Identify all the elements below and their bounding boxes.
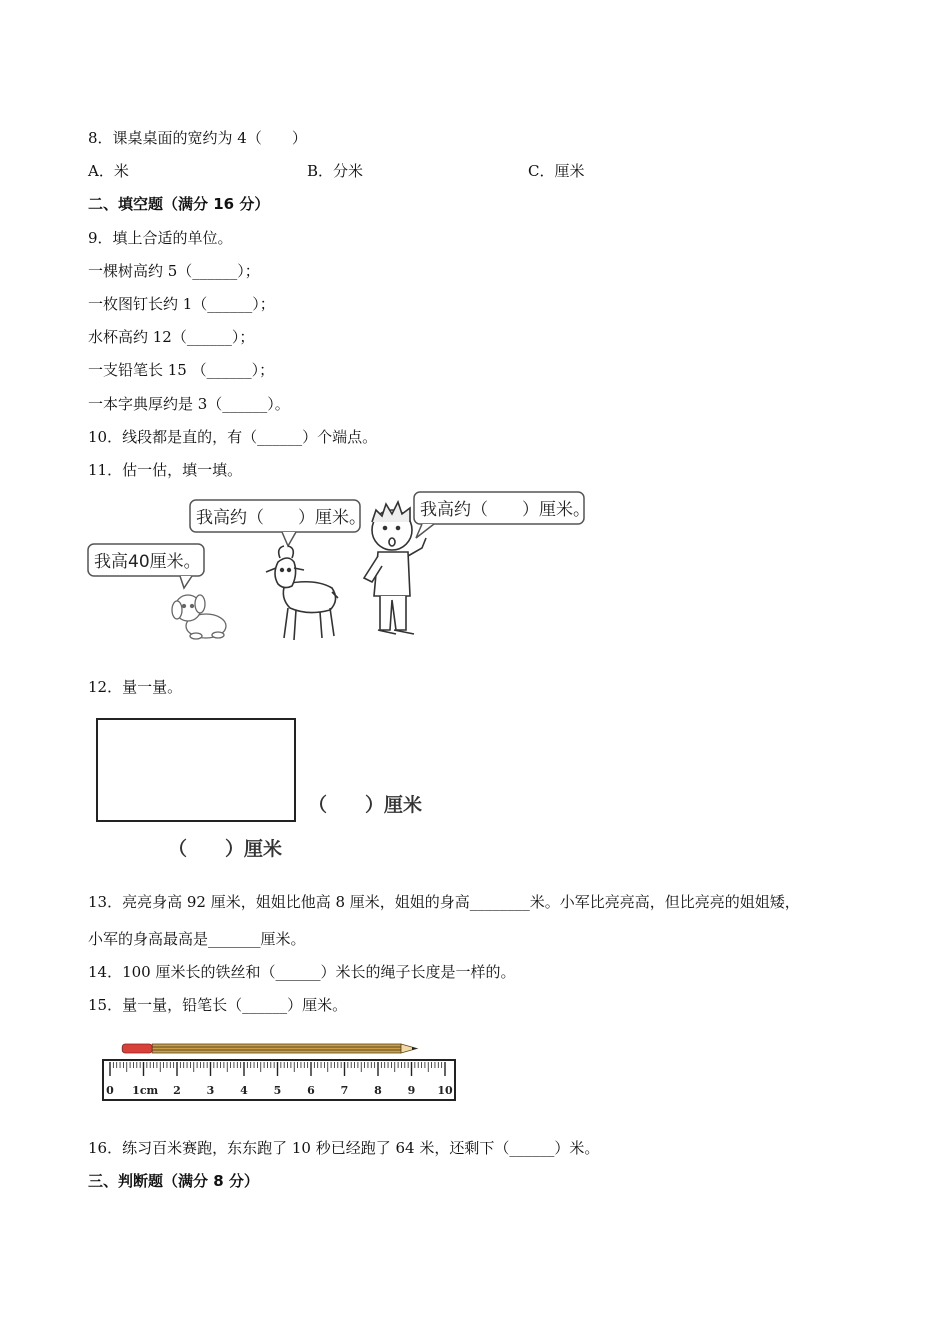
pencil-icon: [122, 1044, 417, 1053]
boy-speech-bubble: [414, 492, 590, 538]
ruler-label: 8: [374, 1084, 382, 1097]
q12-stem: 12．量一量。: [88, 678, 183, 696]
q9-item-pencil: 一支铅笔长 15 （______）；: [88, 361, 275, 379]
q14-stem: 14．100 厘米长的铁丝和（______）米长的绳子长度是一样的。: [88, 963, 516, 981]
q13-line1: 13．亮亮身高 92 厘米，姐姐比他高 8 厘米，姐姐的身高________米。小军比亮亮高，但比亮亮的姐姐矮，: [88, 893, 800, 911]
section2-title: 二、填空题（满分 16 分）: [88, 195, 270, 213]
ruler-label: 5: [273, 1084, 282, 1097]
ruler-label: 10: [437, 1084, 453, 1097]
ruler-label: 2: [173, 1084, 181, 1097]
q12-rectangle: [96, 718, 296, 822]
ruler-label: 4: [240, 1084, 248, 1097]
q15-stem: 15．量一量，铅笔长（______）厘米。: [88, 996, 348, 1014]
dog-bubble-text: 我高40厘米。: [94, 552, 201, 572]
q12-width-label: （ ）厘米: [168, 838, 283, 860]
section3-title: 三、判断题（满分 8 分）: [88, 1172, 259, 1190]
goat-icon: [266, 546, 338, 640]
q11-illustration: [80, 488, 600, 648]
q11-stem: 11．估一估，填一填。: [88, 461, 243, 479]
ruler-label: 9: [407, 1084, 416, 1097]
q13-line2: 小军的身高最高是_______厘米。: [88, 930, 306, 948]
ruler-label: 6: [307, 1084, 315, 1097]
q12-height-label: （ ）厘米: [308, 794, 423, 816]
q8-option-b: B．分米: [307, 162, 364, 180]
q9-item-cup: 水杯高约 12（______）；: [88, 328, 255, 346]
q10-stem: 10．线段都是直的，有（______）个端点。: [88, 428, 378, 446]
boy-bubble-text: 我高约（ ）厘米。: [420, 500, 590, 520]
dog-icon: [172, 595, 226, 639]
ruler-unit-label: 1cm: [132, 1084, 159, 1097]
q8-option-c: C．厘米: [528, 162, 585, 180]
goat-speech-bubble: [190, 500, 366, 546]
ruler-label: 3: [206, 1084, 215, 1097]
ruler-label: 0: [106, 1084, 114, 1097]
q9-item-pin: 一枚图钉长约 1（______）；: [88, 295, 275, 313]
q15-pencil-and-ruler: [100, 1038, 460, 1104]
q8-option-a: A．米: [88, 162, 129, 180]
dog-speech-bubble: [88, 544, 204, 588]
q9-item-dictionary: 一本字典厚约是 3（______）。: [88, 395, 290, 413]
ruler-label: 7: [340, 1084, 349, 1097]
q9-item-tree: 一棵树高约 5（______）；: [88, 262, 260, 280]
q9-stem: 9．填上合适的单位。: [88, 229, 233, 247]
goat-bubble-text: 我高约（ ）厘米。: [196, 508, 366, 528]
q8-stem: 8．课桌桌面的宽约为 4（ ）: [88, 129, 307, 147]
pencil-body: [152, 1044, 401, 1053]
pencil-eraser: [122, 1044, 152, 1053]
ruler: [103, 1060, 455, 1100]
q16-stem: 16．练习百米赛跑，东东跑了 10 秒已经跑了 64 米，还剩下（______）米。: [88, 1139, 600, 1157]
